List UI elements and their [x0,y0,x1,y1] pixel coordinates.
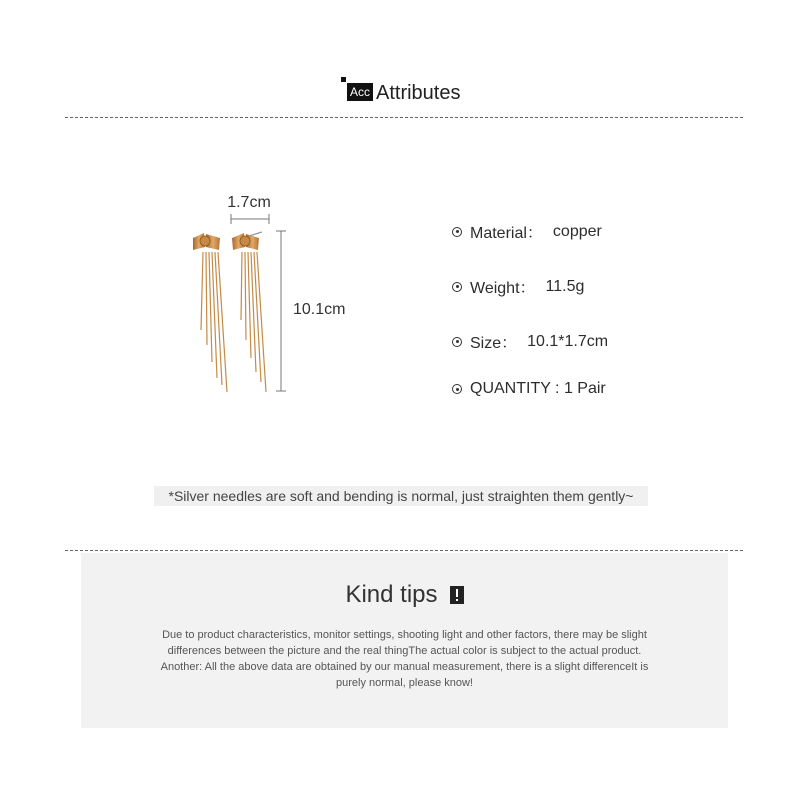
right-earring [232,232,266,392]
bullet-icon [452,282,462,292]
bullet-icon [452,337,462,347]
width-label: 1.7cm [227,194,271,211]
left-earring [193,233,227,392]
attr-label: Size： [470,335,518,352]
attr-value: copper [552,222,602,240]
tips-title: Kind tips [345,581,438,608]
height-label: 10.1cm [293,301,346,318]
tips-line: purely normal, please know! [336,677,473,689]
header-dot [341,77,346,82]
tips-line: Due to product characteristics, monitor settings, shooting light and other factors, there may be slight [162,629,647,641]
earring-image [180,185,380,405]
exclamation-icon [450,586,464,604]
attr-value: 11.5g [545,277,585,295]
bullet-icon [452,227,462,237]
kind-tips-box [81,553,728,728]
tips-line: differences between the picture and the real thingThe actual color is subject to the actual product. [167,645,642,657]
attr-label: QUANTITY : 1 Pair [470,380,606,397]
attr-material [452,220,602,243]
bottom-divider [65,550,743,551]
header-badge: Acc [347,83,373,101]
tips-line: Another: All the above data are obtained by our manual measurement, there is a slight differenceIt is [160,661,649,673]
attr-label: Material： [470,225,543,242]
top-divider [65,117,743,118]
care-note: *Silver needles are soft and bending is normal, just straighten them gently~ [154,486,648,506]
attr-weight [452,275,584,298]
tips-text [121,627,688,691]
bullet-icon [452,384,462,394]
attr-quantity [452,380,606,398]
attr-size [452,330,608,353]
attr-value: 10.1*1.7cm [527,332,609,350]
attr-label: Weight： [470,280,536,297]
section-title: Attributes [376,82,461,104]
